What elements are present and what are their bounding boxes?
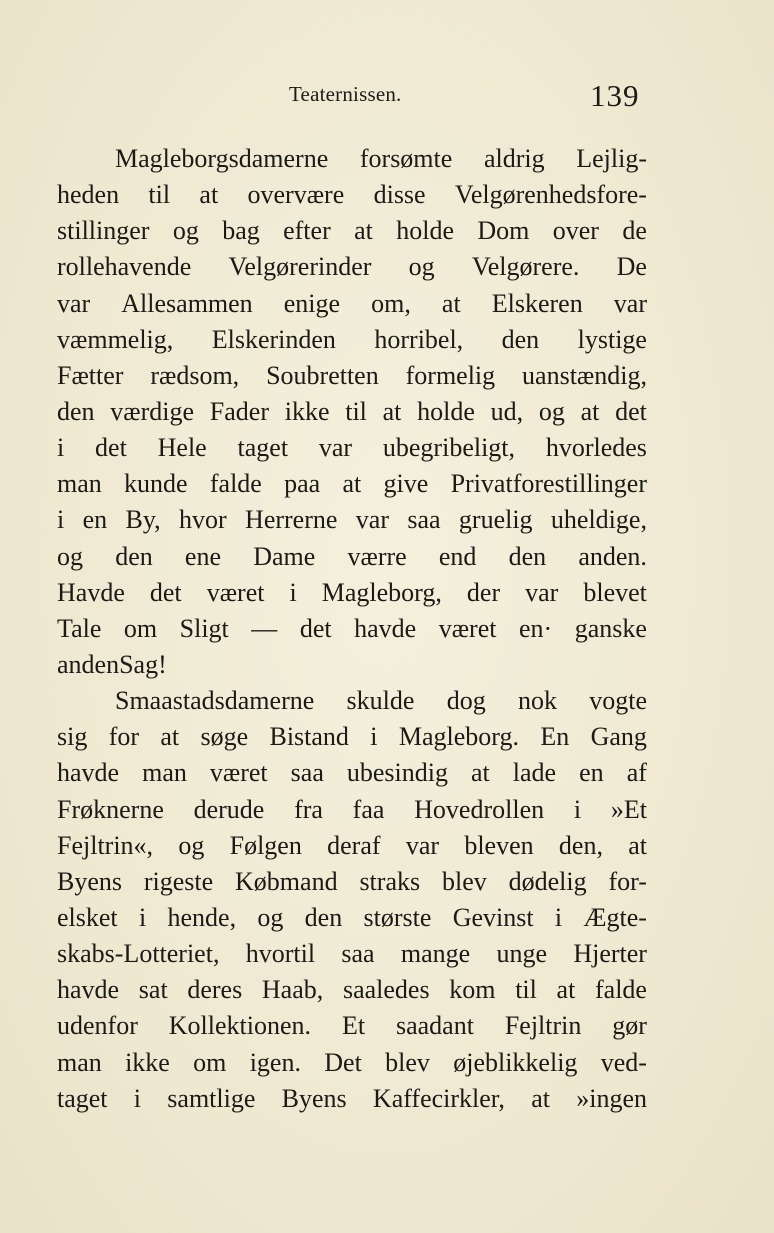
word: faa	[352, 794, 385, 824]
word: var	[405, 830, 440, 860]
word: heden	[57, 180, 120, 210]
word: i	[138, 902, 147, 932]
word: gør	[612, 1011, 647, 1041]
word: falde	[595, 975, 647, 1005]
word: efter	[283, 216, 331, 246]
word: blev	[441, 866, 487, 896]
word: var	[613, 288, 647, 318]
word: Haab,	[261, 975, 324, 1005]
text-line	[57, 177, 647, 213]
word: Lejlig-	[576, 144, 647, 173]
text-line	[57, 430, 647, 466]
word: En	[540, 722, 570, 752]
word: været	[438, 613, 497, 643]
word: derude	[193, 794, 265, 824]
word: til	[345, 396, 367, 426]
word: til	[515, 975, 537, 1005]
word: Soubretten	[266, 360, 379, 390]
word: for	[108, 722, 140, 752]
word: overvære	[247, 180, 345, 210]
word: samtlige	[167, 1083, 256, 1113]
text-line	[57, 828, 647, 864]
word: Hjerter	[573, 939, 647, 969]
word: væmmelig,	[57, 324, 174, 354]
word: Velgørere.	[471, 252, 580, 282]
text-line	[57, 972, 647, 1008]
word: Bistand	[269, 722, 349, 752]
word: det	[95, 433, 127, 463]
text-line	[57, 466, 647, 502]
word: ved-	[600, 1047, 647, 1077]
word: horribel,	[374, 324, 464, 354]
word: taget	[57, 1083, 108, 1113]
word: kunde	[124, 469, 188, 499]
word: de	[622, 216, 647, 246]
text-line	[57, 539, 647, 575]
word: give	[383, 469, 429, 499]
word: af	[626, 758, 647, 788]
word: i	[133, 1083, 142, 1113]
word: sig	[57, 722, 88, 752]
word: det	[615, 396, 647, 426]
word: Fejltrin«,	[57, 830, 154, 860]
text-line	[57, 249, 647, 285]
word: en	[579, 758, 604, 788]
word: Herrerne	[245, 505, 338, 535]
word: nok	[517, 686, 557, 716]
text-line	[57, 1081, 647, 1117]
text-line	[57, 213, 647, 249]
text-line	[57, 864, 647, 900]
word: lade	[512, 758, 557, 788]
word: uheldige,	[550, 505, 647, 535]
word: søge	[200, 722, 249, 752]
word: holde	[417, 396, 475, 426]
word: kom	[449, 975, 496, 1005]
word: den	[115, 541, 153, 571]
word: over	[552, 216, 599, 246]
word: den	[508, 541, 547, 571]
text-line	[57, 322, 647, 358]
word: disse	[373, 180, 426, 210]
word: var	[525, 577, 559, 607]
word: en·	[518, 613, 553, 643]
word: saa	[290, 758, 324, 788]
word: der	[466, 577, 501, 607]
word: man	[57, 469, 102, 499]
word: ud,	[490, 396, 524, 426]
word: Velgørerinder	[228, 252, 372, 282]
word: at	[471, 758, 490, 788]
word: i	[57, 505, 65, 535]
word: Sag!	[119, 649, 167, 679]
word: at	[531, 1083, 550, 1113]
word: værre	[347, 541, 407, 571]
word: og	[408, 252, 435, 282]
word: hvor	[179, 505, 227, 535]
word: man	[57, 1047, 102, 1077]
word: fra	[294, 794, 323, 824]
text-line	[57, 286, 647, 322]
word: Gang	[590, 722, 647, 752]
word: at	[580, 396, 600, 426]
word: værdige	[110, 396, 195, 426]
word: enige	[283, 288, 341, 318]
text-line	[57, 719, 647, 755]
word: var	[355, 505, 389, 535]
word: og	[172, 216, 199, 246]
word: Byens	[57, 866, 122, 896]
word: De	[616, 252, 647, 282]
word: hende,	[167, 902, 237, 932]
word: det	[149, 577, 182, 607]
text-line	[57, 1045, 647, 1081]
word: »ingen	[576, 1083, 647, 1113]
word: Sligt	[179, 613, 229, 643]
word: ikke	[125, 1047, 170, 1077]
word: By,	[125, 505, 161, 535]
word: Kaffecirkler,	[372, 1083, 505, 1113]
word: havde	[57, 975, 120, 1005]
page-number: 139	[590, 78, 640, 113]
word: hvortil	[245, 939, 316, 969]
text-line	[57, 900, 647, 936]
word: at	[342, 469, 362, 499]
word: Følgen	[229, 830, 302, 860]
body-text	[57, 141, 647, 1117]
word: den	[501, 324, 540, 354]
word: Privatforestillinger	[450, 469, 647, 499]
text-line	[57, 792, 647, 828]
word: Magleborg.	[398, 722, 519, 752]
word: Allesammen	[121, 288, 253, 318]
word: ubesindig	[346, 758, 448, 788]
word: Købmand	[235, 866, 338, 896]
word: til	[148, 180, 171, 210]
word: Et	[341, 1011, 366, 1041]
text-line	[57, 394, 647, 430]
word: falde	[209, 469, 262, 499]
word: om	[123, 613, 158, 643]
word: Gevinst	[452, 902, 534, 932]
word: mange	[400, 939, 471, 969]
word: Magleborgsdamerne	[115, 144, 329, 173]
word: og	[257, 902, 284, 932]
text-line	[57, 611, 647, 647]
word: ikke	[284, 396, 330, 426]
word: saa	[407, 505, 441, 535]
word: vogte	[589, 686, 647, 716]
word: rædsom,	[150, 360, 240, 390]
word: formelig	[405, 360, 496, 390]
word: Fejltrin	[504, 1011, 582, 1041]
word: stillinger	[57, 216, 150, 246]
word: Dom	[477, 216, 530, 246]
word: igen.	[249, 1047, 301, 1077]
word: i	[57, 433, 65, 463]
word: Elskerinden	[211, 324, 336, 354]
text-line	[57, 141, 647, 177]
word: forsømte	[359, 144, 453, 173]
word: den,	[558, 830, 603, 860]
word: øjeblikkelig	[453, 1047, 578, 1077]
word: gruelig	[458, 505, 533, 535]
word: aldrig	[483, 144, 545, 173]
text-line	[57, 1008, 647, 1044]
word: at	[160, 722, 180, 752]
word: i	[573, 794, 582, 824]
word: anden.	[578, 541, 647, 571]
word: saadant	[395, 1011, 474, 1041]
word: Kollektionen.	[168, 1011, 312, 1041]
word: den	[304, 902, 343, 932]
word: var	[57, 288, 91, 318]
word: for-	[608, 866, 647, 896]
word: anden	[57, 649, 120, 679]
word: og	[538, 396, 565, 426]
word: i	[370, 722, 378, 752]
word: Tale	[57, 613, 102, 643]
word: deraf	[327, 830, 381, 860]
word: hvorledes	[545, 433, 647, 463]
word: elsket	[57, 902, 118, 932]
word: holde	[396, 216, 455, 246]
word: Fætter	[57, 360, 124, 390]
word: største	[363, 902, 432, 932]
word: Frøknerne	[57, 794, 164, 824]
word: man	[142, 758, 187, 788]
word: og	[178, 830, 205, 860]
text-line	[57, 502, 647, 538]
word: havde	[57, 758, 120, 788]
word: lystige	[577, 324, 647, 354]
word: Hele	[157, 433, 207, 463]
word: blevet	[583, 577, 647, 607]
word: været	[209, 758, 268, 788]
word: at	[382, 396, 402, 426]
word: var	[318, 433, 353, 463]
word: bag	[222, 216, 260, 246]
word: ganske	[574, 613, 647, 643]
text-line	[57, 683, 647, 719]
word: Fader	[209, 396, 269, 426]
word: ene	[184, 541, 222, 571]
word: —	[251, 613, 278, 643]
text-line	[57, 755, 647, 791]
word: uanstændig,	[522, 360, 647, 390]
word: at	[628, 830, 647, 860]
word: Velgørenhedsfore-	[454, 180, 647, 210]
word: taget	[237, 433, 289, 463]
word: Det	[324, 1047, 362, 1077]
word: straks	[359, 866, 421, 896]
page-header	[0, 78, 774, 122]
word: en	[82, 505, 108, 535]
word: havde	[354, 613, 417, 643]
word: ubegribeligt,	[382, 433, 516, 463]
word: rigeste	[143, 866, 214, 896]
word: om,	[371, 288, 411, 318]
word: dog	[446, 686, 486, 716]
word: Elskeren	[491, 288, 583, 318]
word: sat	[138, 975, 168, 1005]
word: at	[199, 180, 219, 210]
text-line	[57, 936, 647, 972]
word: det	[299, 613, 332, 643]
word: udenfor	[57, 1011, 138, 1041]
word: dødelig	[508, 866, 587, 896]
word: saa	[341, 939, 375, 969]
word: Ægte-	[583, 902, 647, 932]
word: skabs-Lotteriet,	[57, 939, 220, 969]
word: unge	[496, 939, 548, 969]
running-title: Teaternissen.	[289, 82, 402, 106]
word: at	[441, 288, 461, 318]
word: paa	[284, 469, 321, 499]
word: om	[193, 1047, 227, 1077]
text-line	[57, 575, 647, 611]
word: at	[354, 216, 373, 246]
word: at	[556, 975, 576, 1005]
word: skulde	[346, 686, 415, 716]
word: Havde	[57, 577, 125, 607]
word: Magleborg,	[321, 577, 442, 607]
word: Hovedrollen	[414, 794, 545, 824]
word: rollehavende	[57, 252, 192, 282]
word: Smaastadsdamerne	[115, 686, 315, 716]
word: og	[57, 541, 83, 571]
word: Dame	[253, 541, 316, 571]
word: deres	[187, 975, 243, 1005]
word: Byens	[281, 1083, 347, 1113]
word: været	[206, 577, 265, 607]
word: saaledes	[342, 975, 430, 1005]
word: blev	[385, 1047, 430, 1077]
word: end	[438, 541, 477, 571]
word: i	[554, 902, 563, 932]
word: bleven	[464, 830, 534, 860]
text-line	[57, 358, 647, 394]
word: den	[57, 396, 95, 426]
text-line	[57, 647, 647, 683]
word: »Et	[610, 794, 647, 824]
word: i	[289, 577, 297, 607]
